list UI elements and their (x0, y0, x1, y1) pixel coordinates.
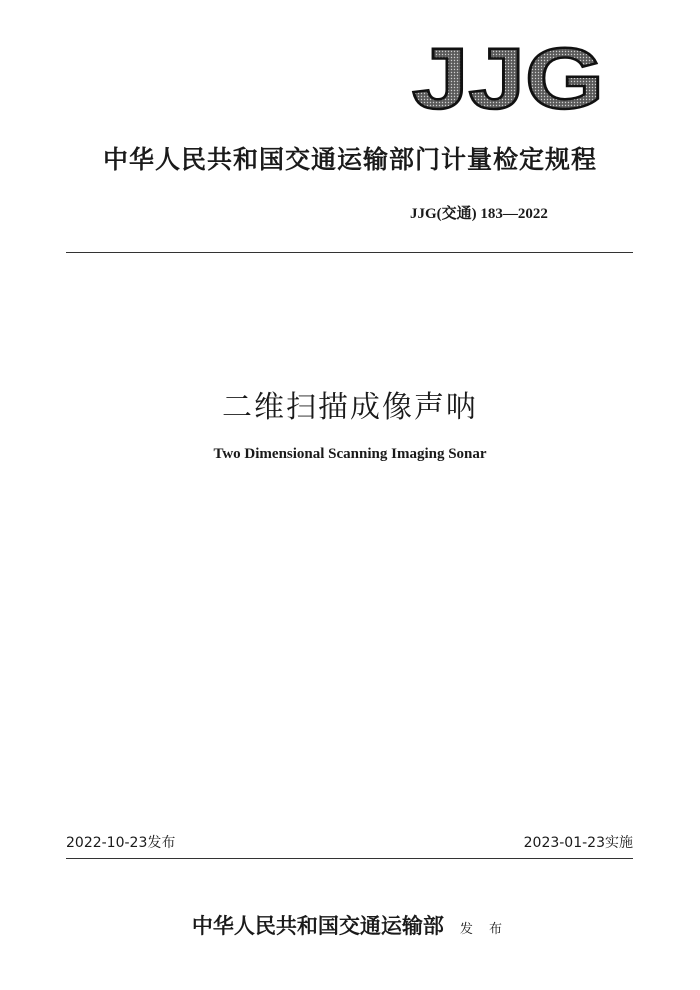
publisher-name: 中华人民共和国交通运输部 (191, 913, 444, 938)
jjg-logo (408, 38, 608, 114)
top-divider (66, 252, 633, 253)
standard-code: JJG(交通) 183—2022 (410, 206, 548, 222)
logo-text: JJG (412, 38, 604, 114)
document-title: 二维扫描成像声呐 (222, 390, 478, 425)
publisher-line (0, 910, 700, 940)
publish-label: 发 布 (459, 922, 509, 937)
issue-date: 2022-10-23发布 (66, 835, 176, 851)
implementation-date: 2023-01-23实施 (523, 835, 633, 851)
series-title: 中华人民共和国交通运输部门计量检定规程 (102, 145, 597, 174)
bottom-divider (66, 858, 633, 859)
document-title-english: Two Dimensional Scanning Imaging Sonar (213, 446, 487, 462)
